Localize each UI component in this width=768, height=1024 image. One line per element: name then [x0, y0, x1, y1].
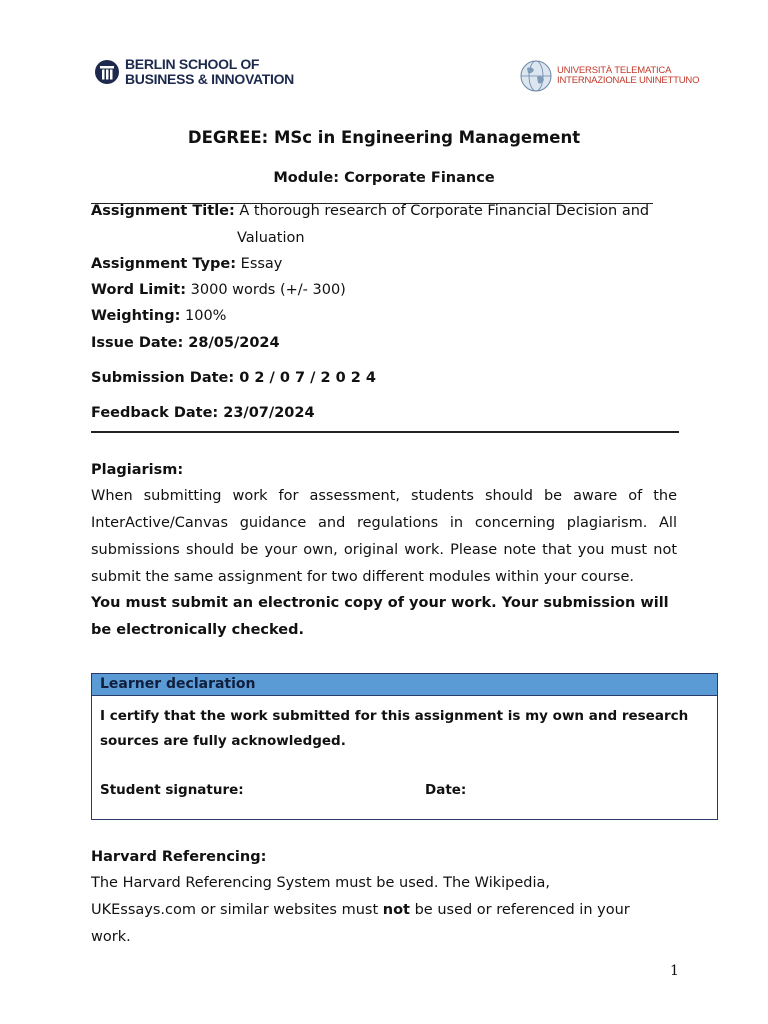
- assignment-type-label: Assignment Type:: [91, 256, 237, 272]
- word-limit-label: Word Limit:: [91, 282, 187, 298]
- harvard-text: [91, 870, 651, 951]
- issue-date: Issue Date: 28/05/2024: [91, 335, 280, 351]
- uninettuno-logo: [518, 58, 699, 94]
- word-limit-row: [91, 282, 346, 298]
- harvard-heading: Harvard Referencing:: [91, 849, 267, 865]
- learner-declaration-text: I certify that the work submitted for this assignment is my own and research sources are fully acknowledged.: [100, 708, 689, 749]
- assignment-type-row: [91, 256, 282, 272]
- divider-mid: [91, 431, 679, 433]
- harvard-text-end: be used or referenced in your work.: [91, 902, 630, 945]
- page-number: 1: [670, 963, 679, 979]
- assignment-title-label: Assignment Title:: [91, 203, 235, 219]
- assignment-title-value: A thorough research of Corporate Financial Decision and: [234, 203, 650, 219]
- learner-declaration-heading: Learner declaration: [92, 674, 717, 696]
- plagiarism-heading: Plagiarism:: [91, 462, 184, 478]
- feedback-date: Feedback Date: 23/07/2024: [91, 405, 315, 421]
- degree-title: DEGREE: MSc in Engineering Management: [187, 128, 581, 147]
- logo-right-line1: UNIVERSITÀ TELEMATICA: [557, 65, 672, 76]
- weighting-value: 100%: [180, 308, 227, 324]
- logo-left-line1: BERLIN SCHOOL OF: [125, 56, 260, 72]
- berlin-school-logo: [94, 57, 294, 87]
- student-signature-label: Student signature:: [100, 782, 244, 798]
- assignment-title-row: [91, 203, 649, 219]
- word-limit-value: 3000 words (+/- 300): [186, 282, 346, 298]
- berlin-school-emblem-icon: [94, 57, 120, 87]
- submission-date: Submission Date: 0 2 / 0 7 / 2 0 2 4: [91, 370, 376, 386]
- harvard-text-bold: not: [382, 902, 410, 918]
- logo-left-line2: BUSINESS & INNOVATION: [125, 71, 294, 87]
- weighting-label: Weighting:: [91, 308, 181, 324]
- harvard-text-start: The Harvard Referencing System must be used. The Wikipedia, UKEssays.com or similar websites must: [91, 875, 551, 918]
- plagiarism-bold-text: You must submit an electronic copy of your work. Your submission will be electronically checked.: [91, 595, 669, 638]
- weighting-row: [91, 308, 226, 324]
- learner-declaration-box: [91, 673, 718, 820]
- plagiarism-text: When submitting work for assessment, students should be aware of the InterActive/Canvas guidance and regulations in concerning plagiarism. All submissions should be your own, original work. Please note that you must not submit the same assignment for two different modules within your course.: [91, 488, 677, 585]
- assignment-title-continuation: Valuation: [237, 230, 305, 246]
- assignment-type-value: Essay: [236, 256, 283, 272]
- logo-right-line2: INTERNAZIONALE UNINETTUNO: [557, 75, 700, 86]
- declaration-date-label: Date:: [425, 782, 467, 798]
- module-title: Module: Corporate Finance: [273, 170, 495, 186]
- globe-icon: [518, 58, 554, 94]
